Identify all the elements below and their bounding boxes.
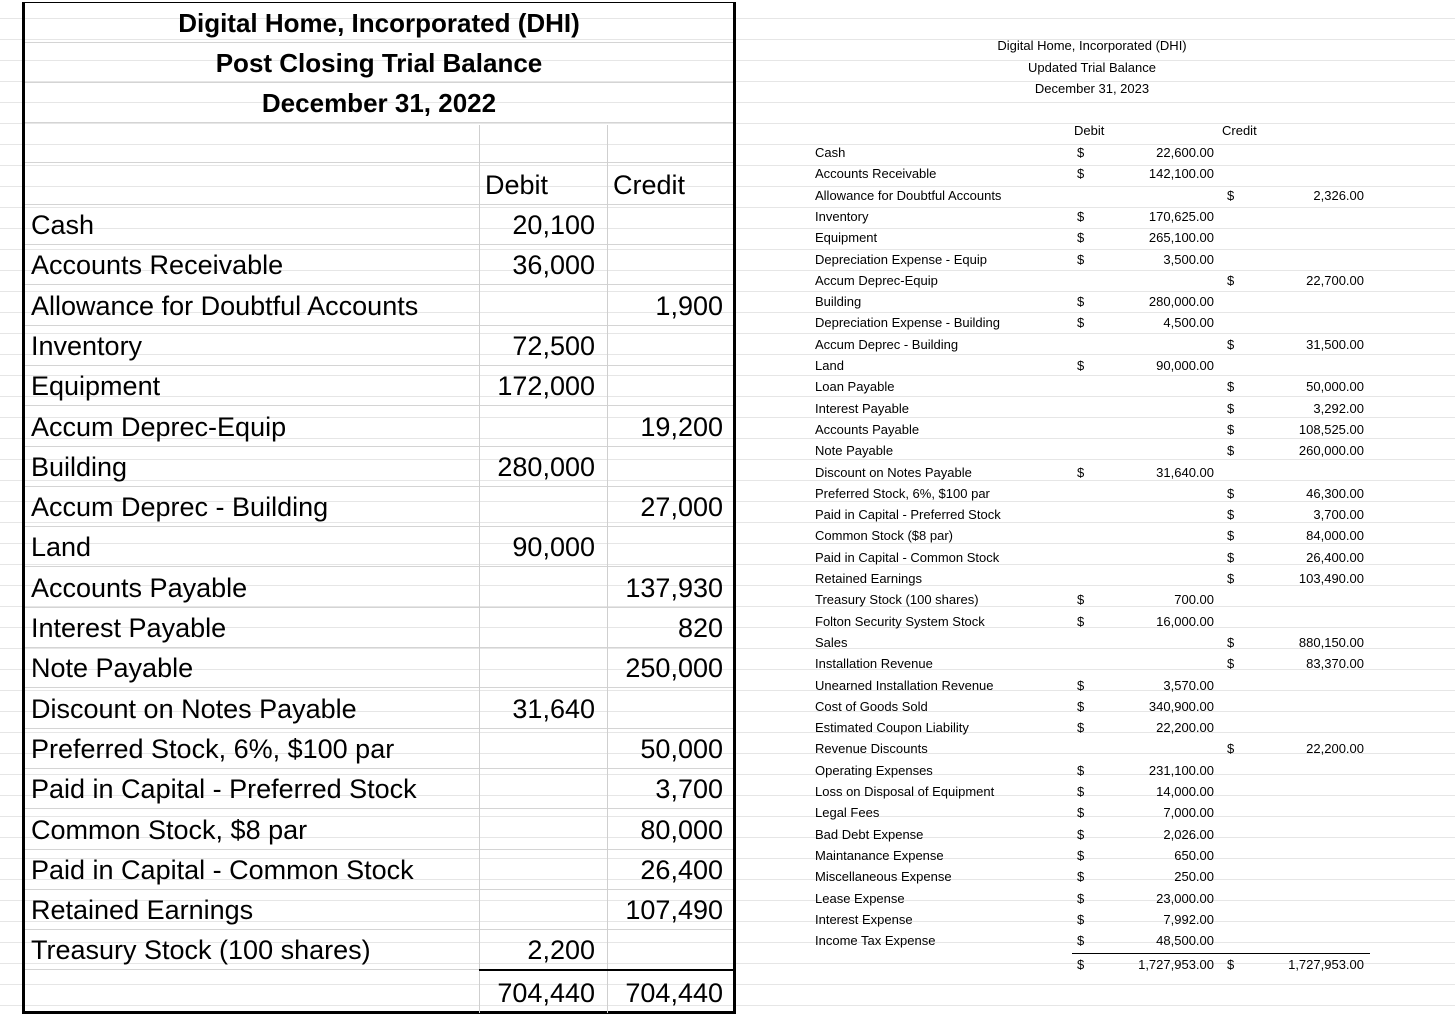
debit-amount: 36,000 — [512, 250, 595, 281]
currency-symbol: $ — [1227, 528, 1235, 544]
account-name: Unearned Installation Revenue — [815, 677, 994, 693]
account-name: Cash — [31, 210, 95, 240]
account-name: Installation Revenue — [815, 656, 933, 672]
credit-amount: 880,150.00 — [1298, 634, 1364, 650]
account-row — [25, 608, 733, 648]
account-name: Depreciation Expense - Building — [815, 315, 1000, 331]
report-date: December 31, 2023 — [1034, 81, 1150, 96]
debit-amount: 20,100 — [512, 210, 595, 240]
debit-amount: 14,000.00 — [1156, 784, 1214, 799]
report-title: Updated Trial Balance — [1028, 60, 1156, 75]
account-name: Equipment — [815, 230, 878, 246]
total-debit: 704,440 — [497, 978, 595, 1008]
total-credit: 1,727,953.00 — [1288, 957, 1364, 972]
account-row — [25, 527, 733, 567]
credit-amount: 50,000.00 — [1306, 379, 1364, 395]
credit-amount: 84,000.00 — [1306, 528, 1364, 544]
account-name: Accum Deprec-Equip — [815, 272, 938, 288]
account-row — [25, 890, 733, 930]
debit-amount: 72,500 — [512, 330, 595, 361]
account-name: Paid in Capital - Common Stock — [815, 549, 1000, 565]
account-row — [25, 810, 733, 850]
account-name: Retained Earnings — [815, 571, 922, 586]
credit-amount: 108,525.00 — [1298, 421, 1364, 437]
account-row — [25, 689, 733, 729]
account-name: Interest Payable — [815, 400, 909, 416]
debit-amount: 172,000 — [497, 371, 595, 402]
account-name: Cost of Goods Sold — [815, 698, 928, 714]
currency-symbol: $ — [1077, 166, 1085, 182]
currency-symbol: $ — [1077, 869, 1085, 885]
account-name: Discount on Notes Payable — [31, 693, 357, 724]
account-row — [25, 769, 733, 809]
account-row — [25, 447, 733, 487]
account-name: Land — [815, 358, 844, 373]
currency-symbol: $ — [1227, 549, 1235, 565]
currency-symbol: $ — [1227, 571, 1235, 586]
account-row — [25, 850, 733, 890]
total-rule — [479, 969, 733, 971]
currency-symbol: $ — [1077, 315, 1085, 331]
credit-amount: 22,200.00 — [1306, 741, 1364, 757]
debit-amount: 90,000.00 — [1156, 358, 1214, 373]
updated-trial-balance — [760, 0, 1450, 1018]
account-name: Sales — [815, 634, 848, 650]
currency-symbol: $ — [1227, 741, 1235, 757]
debit-amount: 3,570.00 — [1163, 677, 1214, 693]
account-name: Bad Debt Expense — [815, 826, 924, 842]
credit-amount: 1,900 — [655, 290, 723, 321]
debit-amount: 23,000.00 — [1156, 890, 1214, 906]
account-name: Interest Expense — [815, 911, 913, 927]
account-name: Revenue Discounts — [815, 741, 928, 757]
account-name: Inventory — [815, 208, 869, 224]
credit-header: Credit — [613, 170, 686, 200]
account-name: Miscellaneous Expense — [815, 869, 952, 885]
account-name: Accum Deprec-Equip — [31, 411, 287, 442]
account-row — [25, 930, 733, 970]
currency-symbol: $ — [1077, 933, 1085, 949]
debit-amount: 170,625.00 — [1148, 208, 1214, 224]
currency-symbol: $ — [1077, 677, 1085, 693]
account-name: Common Stock, $8 par — [31, 814, 308, 845]
account-row — [25, 648, 733, 688]
account-row — [25, 487, 733, 527]
debit-amount: 31,640.00 — [1156, 464, 1214, 480]
currency-symbol: $ — [1227, 336, 1235, 352]
account-name: Equipment — [31, 371, 161, 402]
account-row — [25, 729, 733, 769]
currency-symbol: $ — [1227, 443, 1235, 459]
debit-amount: 16,000.00 — [1156, 613, 1214, 629]
debit-amount: 22,200.00 — [1156, 720, 1214, 736]
report-title: Post Closing Trial Balance — [215, 48, 543, 78]
debit-amount: 3,500.00 — [1163, 251, 1214, 267]
account-name: Building — [815, 294, 862, 310]
column-divider — [607, 125, 608, 1013]
credit-header: Credit — [1222, 123, 1257, 138]
currency-symbol: $ — [1077, 358, 1085, 373]
currency-symbol: $ — [1077, 847, 1085, 863]
currency-symbol: $ — [1227, 656, 1235, 672]
account-name: Accounts Payable — [31, 572, 248, 603]
credit-amount: 137,930 — [625, 572, 723, 603]
currency-symbol: $ — [1227, 272, 1235, 288]
debit-amount: 650.00 — [1174, 847, 1214, 863]
debit-amount: 2,200 — [527, 935, 595, 966]
blank-row — [25, 123, 733, 163]
currency-symbol: $ — [1227, 421, 1235, 437]
account-name: Preferred Stock, 6%, $100 par — [31, 733, 395, 764]
title-row — [25, 83, 733, 123]
debit-amount: 48,500.00 — [1156, 933, 1214, 949]
currency-symbol: $ — [1227, 400, 1235, 416]
account-name: Accounts Payable — [815, 421, 920, 437]
total-credit: 704,440 — [625, 978, 723, 1008]
debit-amount: 90,000 — [512, 532, 595, 563]
currency-symbol: $ — [1227, 957, 1235, 972]
debit-amount: 280,000.00 — [1148, 294, 1214, 310]
account-name: Paid in Capital - Preferred Stock — [815, 507, 1001, 523]
currency-symbol: $ — [1077, 762, 1085, 778]
account-name: Legal Fees — [815, 805, 880, 821]
account-name: Inventory — [31, 330, 143, 361]
credit-amount: 31,500.00 — [1306, 336, 1364, 352]
debit-amount: 265,100.00 — [1148, 230, 1214, 246]
company-name: Digital Home, Incorporated (DHI) — [178, 8, 580, 38]
header-row — [25, 165, 733, 205]
account-name: Paid in Capital - Preferred Stock — [31, 774, 417, 805]
currency-symbol: $ — [1077, 592, 1085, 608]
credit-amount: 46,300.00 — [1306, 485, 1364, 501]
debit-amount: 700.00 — [1174, 592, 1214, 608]
credit-amount: 2,326.00 — [1313, 187, 1364, 203]
credit-amount: 3,700.00 — [1313, 507, 1364, 523]
debit-amount: 340,900.00 — [1148, 698, 1214, 714]
currency-symbol: $ — [1077, 911, 1085, 927]
credit-amount: 26,400.00 — [1306, 549, 1364, 565]
debit-header: Debit — [485, 170, 549, 200]
currency-symbol: $ — [1077, 805, 1085, 821]
currency-symbol: $ — [1077, 208, 1085, 224]
account-name: Paid in Capital - Common Stock — [31, 854, 414, 885]
credit-amount: 820 — [677, 613, 723, 643]
account-name: Discount on Notes Payable — [815, 464, 972, 480]
currency-symbol: $ — [1227, 634, 1235, 650]
currency-symbol: $ — [1077, 720, 1085, 736]
account-name: Income Tax Expense — [815, 933, 936, 949]
debit-amount: 250.00 — [1174, 869, 1214, 885]
account-name: Cash — [815, 145, 846, 160]
currency-symbol: $ — [1227, 379, 1235, 395]
currency-symbol: $ — [1077, 294, 1085, 310]
currency-symbol: $ — [1077, 230, 1085, 246]
account-name: Accum Deprec - Building — [31, 492, 329, 523]
credit-amount: 250,000 — [625, 653, 723, 684]
credit-amount: 19,200 — [640, 411, 723, 442]
account-row — [25, 366, 733, 406]
debit-amount: 22,600.00 — [1156, 145, 1214, 160]
account-name: Operating Expenses — [815, 762, 933, 778]
account-row — [25, 245, 733, 285]
credit-amount: 22,700.00 — [1306, 272, 1364, 288]
credit-amount: 83,370.00 — [1306, 656, 1364, 672]
account-name: Building — [31, 451, 128, 482]
account-name: Common Stock ($8 par) — [815, 528, 953, 544]
currency-symbol: $ — [1077, 251, 1085, 267]
account-name: Allowance for Doubtful Accounts — [31, 290, 419, 321]
account-row — [25, 205, 733, 245]
debit-amount: 4,500.00 — [1163, 315, 1214, 331]
debit-amount: 142,100.00 — [1148, 166, 1214, 182]
currency-symbol: $ — [1077, 464, 1085, 480]
title-row — [25, 43, 733, 83]
currency-symbol: $ — [1227, 485, 1235, 501]
debit-amount: 2,026.00 — [1163, 826, 1214, 842]
debit-amount: 7,000.00 — [1163, 805, 1214, 821]
account-row — [25, 407, 733, 447]
account-name: Lease Expense — [815, 890, 905, 906]
account-name: Interest Payable — [31, 613, 227, 643]
account-row — [25, 286, 733, 326]
account-name: Loss on Disposal of Equipment — [815, 784, 995, 799]
credit-amount: 3,292.00 — [1313, 400, 1364, 416]
account-row — [25, 326, 733, 366]
credit-amount: 107,490 — [625, 895, 723, 926]
debit-amount: 231,100.00 — [1148, 762, 1214, 778]
credit-amount: 3,700 — [655, 774, 723, 805]
report-date: December 31, 2022 — [261, 88, 497, 118]
column-divider — [479, 125, 480, 1013]
account-name: Treasury Stock (100 shares) — [815, 592, 979, 608]
account-row — [25, 568, 733, 608]
credit-amount: 50,000 — [640, 733, 723, 764]
account-name: Maintanance Expense — [815, 847, 944, 863]
account-name: Accum Deprec - Building — [815, 336, 959, 352]
debit-amount: 280,000 — [497, 451, 595, 482]
account-name: Allowance for Doubtful Accounts — [815, 187, 1002, 203]
account-name: Treasury Stock (100 shares) — [31, 935, 371, 966]
currency-symbol: $ — [1077, 613, 1085, 629]
credit-amount: 260,000.00 — [1298, 443, 1364, 459]
post-closing-trial-balance — [22, 2, 736, 1014]
currency-symbol: $ — [1077, 698, 1085, 714]
debit-amount: 31,640 — [512, 693, 595, 724]
currency-symbol: $ — [1077, 890, 1085, 906]
account-name: Note Payable — [815, 443, 894, 459]
account-name: Land — [31, 532, 92, 563]
total-rule — [1072, 953, 1370, 954]
currency-symbol: $ — [1077, 784, 1085, 799]
account-name: Note Payable — [31, 653, 194, 684]
currency-symbol: $ — [1227, 187, 1235, 203]
debit-header: Debit — [1074, 123, 1105, 138]
company-name: Digital Home, Incorporated (DHI) — [997, 38, 1187, 53]
account-name: Retained Earnings — [31, 895, 254, 926]
credit-amount: 27,000 — [640, 492, 723, 523]
credit-amount: 26,400 — [640, 854, 723, 885]
title-row — [25, 3, 733, 43]
account-name: Folton Security System Stock — [815, 613, 985, 629]
credit-amount: 80,000 — [640, 814, 723, 845]
total-debit: 1,727,953.00 — [1138, 957, 1214, 972]
currency-symbol: $ — [1077, 957, 1085, 972]
account-name: Accounts Receivable — [31, 250, 284, 281]
currency-symbol: $ — [1077, 826, 1085, 842]
account-name: Preferred Stock, 6%, $100 par — [815, 485, 990, 501]
account-name: Estimated Coupon Liability — [815, 720, 969, 736]
account-name: Depreciation Expense - Equip — [815, 251, 987, 267]
currency-symbol: $ — [1077, 145, 1085, 160]
currency-symbol: $ — [1227, 507, 1235, 523]
account-name: Accounts Receivable — [815, 166, 937, 182]
debit-amount: 7,992.00 — [1163, 911, 1214, 927]
account-name: Loan Payable — [815, 379, 895, 395]
credit-amount: 103,490.00 — [1298, 571, 1364, 586]
